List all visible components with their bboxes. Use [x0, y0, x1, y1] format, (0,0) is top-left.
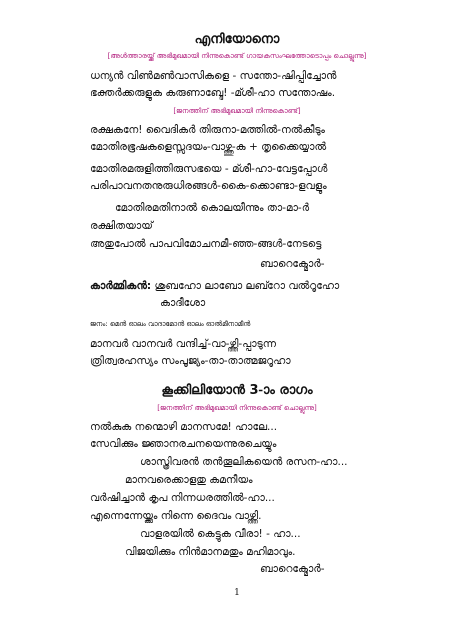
hymn-line: വാളരയിൽ കെട്ടുക വീരാ! - ഹാ... [140, 528, 301, 540]
section-title-kookkiliyon: കൂക്കിലിയോൻ 3-ാം രാഗം [161, 383, 313, 398]
celebrant-text: ശുബഹോ ലാബോ ലബ്റോ വൽറൂഹോ [154, 280, 340, 292]
celebrant-label: കാർമ്മികൻ: [90, 280, 152, 292]
celebrant-text-continued: കാദീശോ [160, 297, 206, 309]
rubric-note: [അൾത്താരയ്ക്ക് അഭിമുഖമായി നിന്നുകൊണ്ട് ഗായകസംഘത്തോടൊപ്പം ചൊല്ലുന്നു] [107, 52, 367, 60]
hymn-line-response: ബാറെക്മോർ- [260, 563, 325, 575]
hymn-line: മോതിരമരുളിത്തിരുസഭയെ - മ്ശീ-ഹാ-വേട്ടപ്പോൾ [90, 163, 328, 175]
hymn-line: രക്ഷിതയായ് [90, 220, 153, 232]
page-number: 1 [234, 588, 240, 598]
hymn-line: മാനവർ വാനവർ വന്ദിച്ച്-വാ-ഴ്ത്തി-പ്പാടുന്ന [90, 338, 276, 350]
hymn-line: വർഷിച്ചാൻ കൃപ നിന്നധരത്തിൽ-ഹാ... [90, 492, 275, 504]
hymn-line: നൽകുക നന്മൊഴി മാനസമേ! ഹാലേ... [90, 421, 278, 433]
hymn-line: രക്ഷകനേ! വൈദികർ തിരുനാ-മത്തിൽ-നൽകീടും [90, 124, 325, 136]
hymn-line: മാനവരെക്കാളതു കമനീയം [125, 474, 253, 486]
hymn-line: മോതിരമതിനാൽ കൊലയീന്നും താ-മാ-ർ [115, 202, 310, 214]
hymn-line: മോതിരഭൂഷകളെസ്സദയം-വാഴ്ത്തു-ക + തൃക്കൈയ്യാൽ [90, 141, 327, 153]
section-title-eniyono: എനിയോനൊ [194, 32, 280, 47]
rubric-note: [ജനത്തിന് അഭിമുഖമായി നിന്നുകൊണ്ട്] [173, 107, 301, 115]
hymn-line: ത്രിത്വരഹസ്യം സംപൂജ്യം-താ-താത്മജറൂഹാ [90, 355, 291, 367]
hymn-line: വിജയിക്കും നിൻമാനമതും മഹിമാവും. [125, 546, 296, 558]
hymn-line: അതുപോൽ പാപവിമോചനമീ-ഞ്ഞ-ങ്ങൾ-നേടട്ടെ [90, 238, 322, 250]
hymn-line-response: ബാറെക്മോർ- [260, 258, 325, 270]
people-response-line: ജനം: മെൻ ഓലം വാദാമോൻ ഓലം ഓൽമീനാമീൻ [90, 320, 251, 328]
hymn-line: ധന്യൻ വിൺമൺവാസികളെ - സന്തോ-ഷിപ്പിച്ചോൻ [90, 70, 337, 82]
rubric-note: [ജനത്തിന് അഭിമുഖമായി നിന്നുകൊണ്ട് ചൊല്ലുന്നു] [157, 404, 317, 412]
hymn-line: പരിപാവനതനുരുധിരങ്ങൾ-കൈ-ക്കൊണ്ടാ-ളവളും [90, 180, 327, 192]
celebrant-line [90, 280, 339, 293]
hymn-line: എന്നെന്നേയ്ക്കും നിന്നെ ദൈവം വാഴ്ത്തി. [90, 510, 262, 522]
hymn-line: ശാസ്ത്രിവരൻ തൻതൂലികയെൻ രസന-ഹാ... [140, 456, 348, 468]
hymn-line: ഭക്തർക്കരുളുക കരുണാബ്ദേ! -മ്ശീ-ഹാ സന്തോഷം. [90, 87, 336, 99]
hymn-line: സേവിക്കും ജ്ഞാനരചനയെന്നുരചെയ്യും [90, 438, 277, 450]
